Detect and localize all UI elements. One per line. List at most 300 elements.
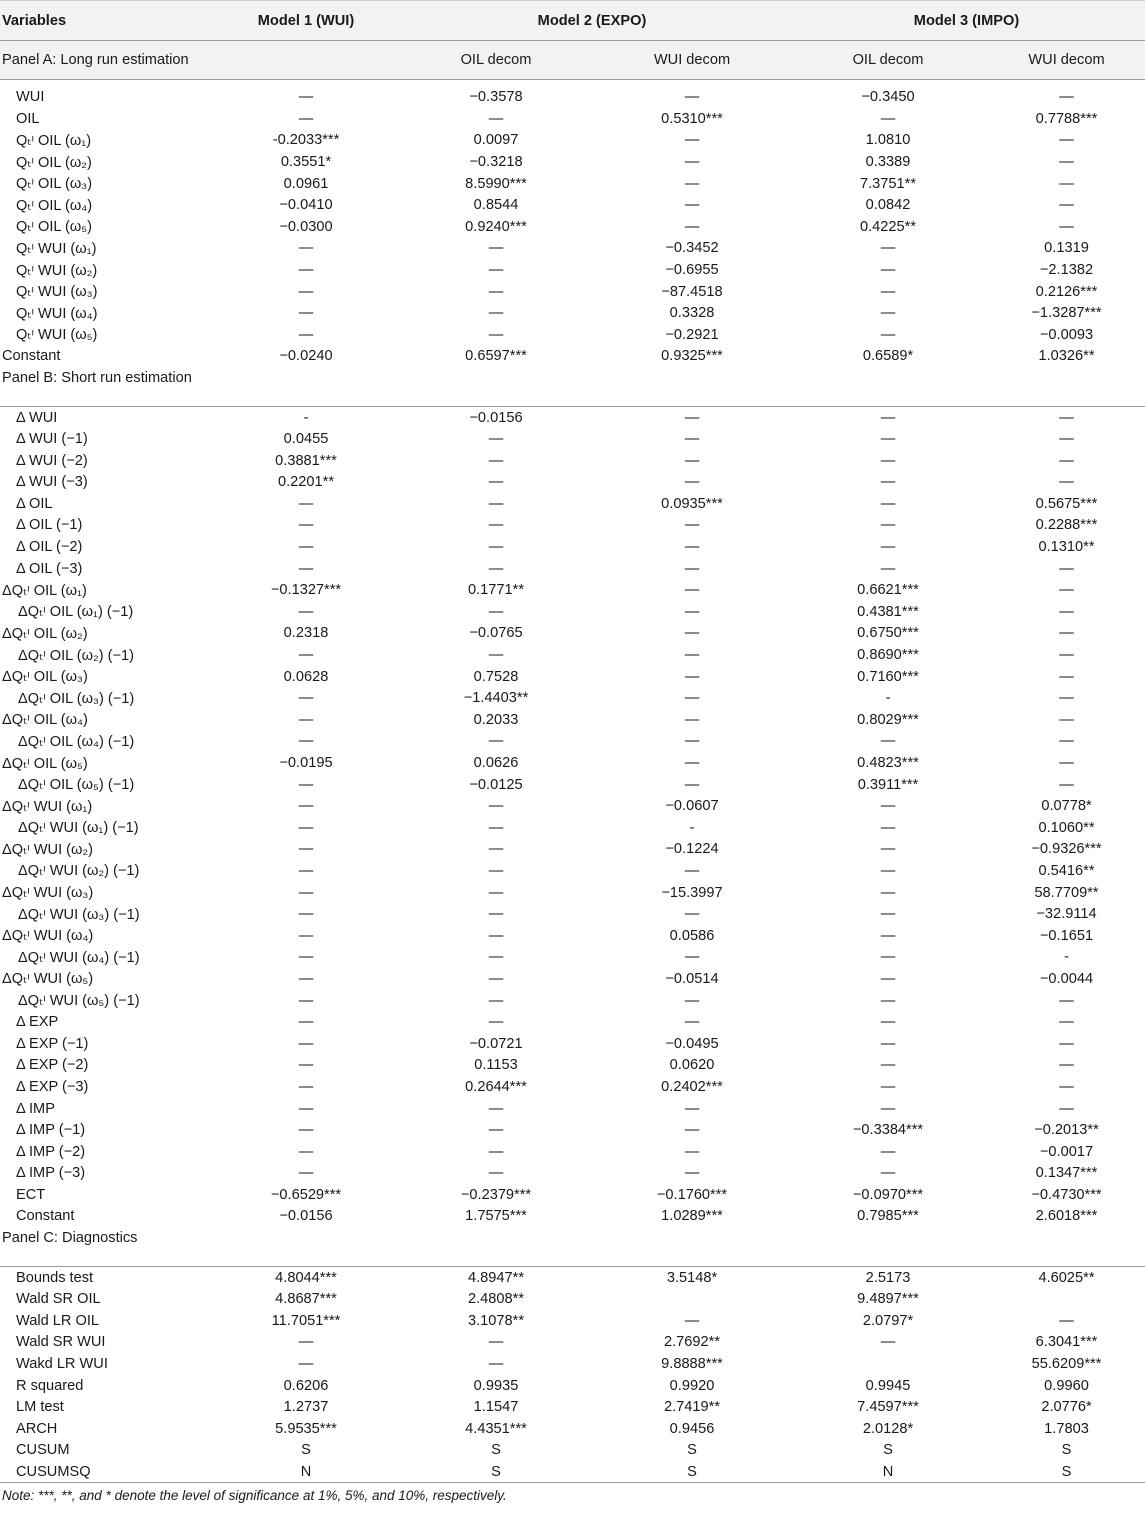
row-cell: 2.0797* [862,1312,914,1329]
table-note: Note: ***, **, and * denote the level of significance at 1%, 5%, and 10%, respectively. [2,1488,507,1504]
row-cell: −0.0765 [469,625,523,642]
row-variable: Qₜᶦ WUI (ω₂) [16,262,98,279]
row-cell: −0.0195 [279,755,333,772]
row-cell: −0.0300 [279,218,333,235]
row-cell: — [880,1100,896,1117]
row-cell: — [1059,452,1074,469]
row-cell: 4.6025** [1038,1269,1095,1286]
table-row [0,216,1145,238]
row-cell: 0.9240*** [465,218,527,235]
row-cell: — [298,326,314,343]
row-variable: ΔQₜᶦ OIL (ω₅) (−1) [18,777,135,794]
row-cell: — [488,240,504,257]
row-cell: — [488,992,504,1009]
panel-a-header-row [0,41,1145,80]
row-cell: — [880,495,896,512]
row-cell: — [298,1143,314,1160]
row-cell: — [298,819,314,836]
row-cell: 0.2201** [278,474,334,491]
row-cell: 0.9456 [669,1420,715,1437]
row-cell: — [1059,1100,1074,1117]
row-cell: 0.3881*** [275,452,337,469]
row-cell: — [684,409,700,426]
row-cell: — [488,1355,504,1372]
row-cell: — [880,1165,896,1182]
row-cell: 2.0776* [1041,1399,1092,1416]
row-cell: — [298,647,314,664]
row-variable: Δ IMP [16,1100,55,1117]
row-variable: ΔQₜᶦ OIL (ω₄) [2,712,88,729]
row-cell: N [882,1463,894,1480]
row-cell: — [684,197,700,214]
row-cell: — [488,819,504,836]
row-cell: — [684,625,700,642]
row-cell: S [883,1442,893,1459]
table-row [0,324,1145,346]
row-cell: — [298,1122,314,1139]
row-variable: ΔQₜᶦ OIL (ω₃) [2,669,88,686]
table-row [0,839,1145,861]
row-variable: Qₜᶦ OIL (ω₁) [16,132,92,149]
row-cell: — [298,1355,314,1372]
row-cell: - [689,819,695,836]
row-cell: — [684,603,700,620]
row-cell: — [880,733,896,750]
table-row [0,302,1145,324]
row-cell: - [1064,949,1069,966]
row-cell: — [1059,218,1074,235]
row-cell: — [298,841,314,858]
subhead-decom: WUI decom [1028,52,1105,68]
panel-b-title: Panel B: Short run estimation [2,370,192,387]
row-cell: 0.7788*** [1035,110,1098,127]
row-cell: 0.5310*** [661,110,723,127]
row-cell: — [488,1122,504,1139]
row-cell: — [298,283,314,300]
row-cell: — [880,539,896,556]
row-cell: 0.9325*** [661,348,723,365]
row-cell: — [880,1334,896,1351]
table-row [0,1461,1145,1483]
row-cell: — [1059,1312,1074,1329]
row-variable: Δ IMP (−3) [16,1165,86,1182]
row-cell: — [298,539,314,556]
row-cell: 1.2737 [283,1399,329,1416]
row-cell: - [303,409,309,426]
row-variable: LM test [16,1399,64,1416]
row-cell: −0.3578 [469,89,523,106]
row-cell: — [298,262,314,279]
row-cell: 0.2644*** [465,1078,527,1095]
row-variable: WUI [16,89,45,106]
row-cell: — [298,1078,314,1095]
row-cell: — [880,906,896,923]
table-row [0,1184,1145,1206]
row-variable: ΔQₜᶦ WUI (ω₃) (−1) [18,906,140,923]
row-cell [596,1288,788,1310]
row-cell: −0.0721 [469,1035,523,1052]
row-cell: — [880,409,896,426]
row-cell: — [684,175,700,192]
row-cell: — [880,305,896,322]
table-row [0,687,1145,709]
row-cell: — [880,474,896,491]
row-cell: — [1059,474,1074,491]
row-cell: — [1059,776,1074,793]
header-variables: Variables [2,12,67,29]
row-variable: Δ EXP (−3) [16,1078,89,1095]
table-row [0,1288,1145,1310]
row-cell: — [1059,132,1074,149]
row-variable: Δ WUI (−2) [16,452,88,469]
row-cell: 0.1771** [468,582,524,599]
row-cell: — [298,798,314,815]
row-cell: 1.7575*** [465,1208,527,1225]
row-cell: S [301,1442,311,1459]
table-row [0,644,1145,666]
row-cell: −0.0093 [1039,326,1094,343]
row-cell: — [1059,733,1074,750]
row-cell: — [1059,1057,1074,1074]
row-cell: 0.6206 [283,1377,329,1394]
row-cell: — [1059,582,1074,599]
row-cell: — [298,517,314,534]
row-cell: — [880,841,896,858]
table-row [0,281,1145,303]
row-cell: 2.5173 [865,1269,911,1286]
row-cell: — [880,927,896,944]
row-cell: 0.0935*** [661,495,723,512]
table-row [0,407,1145,429]
table-row [0,752,1145,774]
row-cell: — [488,733,504,750]
row-cell: 11.7051*** [271,1312,341,1329]
row-cell: 0.2033 [473,711,519,728]
row-cell: −0.1651 [1039,927,1094,944]
row-cell: −0.3384*** [852,1122,924,1139]
table-row [0,472,1145,494]
row-cell: 4.8947** [468,1269,524,1286]
row-cell: — [684,690,700,707]
row-cell: — [488,262,504,279]
row-cell: — [488,560,504,577]
table-row [0,238,1145,260]
row-cell: 1.0326** [1038,348,1095,365]
row-cell: — [880,452,896,469]
row-cell: −0.0044 [1039,970,1094,987]
table-row [0,731,1145,753]
row-cell: — [880,560,896,577]
row-cell [988,1288,1145,1310]
row-cell: 0.4381*** [857,603,919,620]
row-variable: ΔQₜᶦ WUI (ω₅) [2,971,94,988]
table-row [0,87,1145,109]
row-variable: Qₜᶦ WUI (ω₄) [16,305,98,322]
row-cell: — [1059,647,1074,664]
row-cell: — [880,240,896,257]
row-cell: — [298,776,314,793]
row-cell: — [298,949,314,966]
row-cell: — [880,949,896,966]
row-variable: ΔQₜᶦ WUI (ω₁) (−1) [18,820,139,837]
row-cell: −0.6955 [665,262,719,279]
row-variable: Δ WUI (−1) [16,431,88,448]
table-row [0,1310,1145,1332]
table-row [0,903,1145,925]
row-cell: — [1059,1014,1074,1031]
row-cell: — [880,326,896,343]
row-cell: — [298,560,314,577]
row-cell: −0.0970*** [852,1186,924,1203]
row-cell: S [687,1442,697,1459]
row-cell: 0.7160*** [857,668,919,685]
row-cell: — [1059,154,1074,171]
row-cell: 5.9535*** [275,1420,337,1437]
row-cell: — [488,517,504,534]
header-model-1: Model 1 (WUI) [257,12,355,29]
row-cell: — [488,1014,504,1031]
row-cell: 0.5675*** [1035,495,1098,512]
row-cell: −87.4518 [661,283,723,300]
row-cell: — [684,218,700,235]
row-cell: — [1059,625,1074,642]
table-row [0,428,1145,450]
row-variable: CUSUMSQ [16,1463,91,1480]
row-cell: — [684,154,700,171]
row-cell: — [684,668,700,685]
row-cell: — [880,262,896,279]
spacer [0,80,1145,87]
table-header-row [0,1,1145,41]
row-cell: — [298,1165,314,1182]
row-cell: — [684,862,700,879]
row-cell: 55.6209*** [1031,1355,1102,1372]
divider [0,1249,1145,1267]
row-cell: −0.2379*** [460,1186,532,1203]
row-variable: ΔQₜᶦ WUI (ω₄) [2,928,94,945]
table-row [0,1141,1145,1163]
row-cell: — [488,647,504,664]
row-cell: — [880,1057,896,1074]
row-cell: — [684,1143,700,1160]
row-cell: 1.0289*** [661,1208,723,1225]
row-variable: ΔQₜᶦ WUI (ω₂) [2,841,93,858]
panel-a-title: Panel A: Long run estimation [2,52,189,68]
subhead-decom: OIL decom [852,52,924,68]
row-cell: — [1059,711,1074,728]
row-cell: 0.0628 [283,668,329,685]
row-cell: — [298,495,314,512]
row-cell: 0.8029*** [857,711,919,728]
row-cell: −0.1760*** [656,1186,728,1203]
table-row [0,1396,1145,1418]
row-cell: 4.4351*** [465,1420,527,1437]
row-variable: Qₜᶦ WUI (ω₅) [16,327,98,344]
row-cell: — [298,603,314,620]
row-cell: — [1059,89,1074,106]
row-cell: 2.0128* [862,1420,914,1437]
row-cell: — [298,1100,314,1117]
row-cell: −0.0514 [665,970,719,987]
row-cell: — [1059,668,1074,685]
row-variable: Δ EXP (−1) [16,1035,89,1052]
row-cell: — [298,690,314,707]
subhead-decom: WUI decom [653,52,731,68]
row-cell: 0.0626 [473,755,519,772]
row-variable: OIL [16,110,40,127]
row-cell: −0.4730*** [1031,1186,1102,1203]
row-cell: — [1059,755,1074,772]
row-cell: N [300,1463,312,1480]
table-row [0,1418,1145,1440]
row-cell: 0.6750*** [857,625,919,642]
row-cell: — [880,798,896,815]
row-variable: ΔQₜᶦ OIL (ω₂) [2,625,88,642]
row-cell: — [684,647,700,664]
row-variable: CUSUM [16,1442,70,1459]
row-variable: ΔQₜᶦ WUI (ω₅) (−1) [18,993,140,1010]
row-variable: ΔQₜᶦ OIL (ω₅) [2,755,88,772]
row-cell: — [298,970,314,987]
row-cell: — [684,539,700,556]
row-cell: 0.2318 [283,625,329,642]
row-cell: — [488,798,504,815]
row-cell: −32.9114 [1036,906,1097,923]
row-cell: — [684,949,700,966]
row-cell: — [488,452,504,469]
row-variable: Δ WUI [16,409,58,426]
table-row [0,450,1145,472]
row-variable: Δ EXP [16,1014,59,1031]
row-cell: 0.3551* [280,154,332,171]
row-cell: — [684,474,700,491]
table-row [0,1033,1145,1055]
row-variable: ΔQₜᶦ WUI (ω₁) [2,798,93,815]
row-cell: — [684,776,700,793]
row-cell: S [1061,1442,1072,1459]
row-cell: 1.1547 [473,1399,519,1416]
row-cell: — [684,906,700,923]
table-row [0,860,1145,882]
row-cell: — [684,992,700,1009]
row-variable: Δ OIL (−1) [16,517,83,534]
row-cell: — [298,1334,314,1351]
table-row [0,1267,1145,1289]
table-row [0,1353,1145,1375]
row-variable: Δ OIL [16,495,53,512]
row-cell: 0.8690*** [857,647,919,664]
row-variable: Wald SR OIL [16,1291,101,1308]
row-cell: — [488,603,504,620]
row-cell: - [885,690,891,707]
row-cell: −0.9326*** [1031,841,1102,858]
table-row [0,579,1145,601]
row-cell: — [488,1143,504,1160]
row-cell: 0.9945 [865,1377,911,1394]
row-variable: Wald SR WUI [16,1334,106,1351]
table-row [0,666,1145,688]
row-cell: S [491,1463,501,1480]
table-row [0,774,1145,796]
table-row [0,108,1145,130]
row-variable: ΔQₜᶦ OIL (ω₂) (−1) [18,647,134,664]
row-cell: −2.1382 [1039,262,1094,279]
row-cell: 2.7692** [664,1334,720,1351]
row-variable: Qₜᶦ OIL (ω₂) [16,154,92,171]
row-cell: −0.0495 [665,1035,719,1052]
row-cell: — [684,517,700,534]
row-cell: — [1059,431,1074,448]
row-cell: — [488,927,504,944]
table-row [0,709,1145,731]
table-row [0,151,1145,173]
row-cell: S [687,1463,697,1480]
row-cell: 0.1319 [1044,240,1089,257]
row-cell: — [684,1014,700,1031]
row-variable: Δ WUI (−3) [16,474,88,491]
table-row [0,1375,1145,1397]
row-cell: 2.4808** [468,1291,524,1308]
table-row [0,1011,1145,1033]
divider [0,389,1145,407]
row-cell: — [298,89,314,106]
row-variable: Δ IMP (−1) [16,1122,86,1139]
row-cell: S [1061,1463,1072,1480]
row-cell: −0.6529*** [270,1186,342,1203]
row-cell: — [298,862,314,879]
row-cell: 0.2288*** [1035,517,1098,534]
row-variable: ΔQₜᶦ WUI (ω₂) (−1) [18,863,140,880]
row-cell: — [488,305,504,322]
table-row [0,882,1145,904]
table-row [0,990,1145,1012]
row-cell: — [880,884,896,901]
row-cell: −0.0607 [665,798,719,815]
row-cell: — [1059,1078,1074,1095]
row-variable: ΔQₜᶦ OIL (ω₁) [2,582,87,599]
row-variable: ΔQₜᶦ OIL (ω₃) (−1) [18,690,135,707]
table-row [0,1206,1145,1228]
row-cell: 4.8044*** [275,1269,337,1286]
row-cell: −0.0125 [469,776,523,793]
row-cell: — [684,1100,700,1117]
row-variable: Qₜᶦ WUI (ω₃) [16,284,98,301]
row-cell: — [880,517,896,534]
row-cell: 0.6589* [862,348,914,365]
panel-b-title-row [0,367,1145,389]
row-cell: −0.0156 [279,1208,333,1225]
row-cell: 7.4597*** [857,1399,919,1416]
row-cell: — [488,884,504,901]
row-cell: 3.1078** [468,1312,524,1329]
row-cell: — [684,89,700,106]
header-model-2: Model 2 (EXPO) [537,12,647,29]
row-cell: — [298,110,314,127]
row-cell: 0.4823*** [857,755,919,772]
row-cell: — [880,283,896,300]
row-cell: −0.2921 [665,326,719,343]
row-cell: 6.3041*** [1035,1334,1098,1351]
row-variable: Bounds test [16,1269,94,1286]
row-cell: 0.5416** [1038,862,1095,879]
row-cell: −1.3287*** [1031,305,1102,322]
row-cell: — [880,992,896,1009]
row-cell: — [488,841,504,858]
row-cell: 0.8544 [473,197,519,214]
row-cell: — [298,1035,314,1052]
row-variable: Constant [2,348,61,365]
row-variable: Δ OIL (−2) [16,539,83,556]
